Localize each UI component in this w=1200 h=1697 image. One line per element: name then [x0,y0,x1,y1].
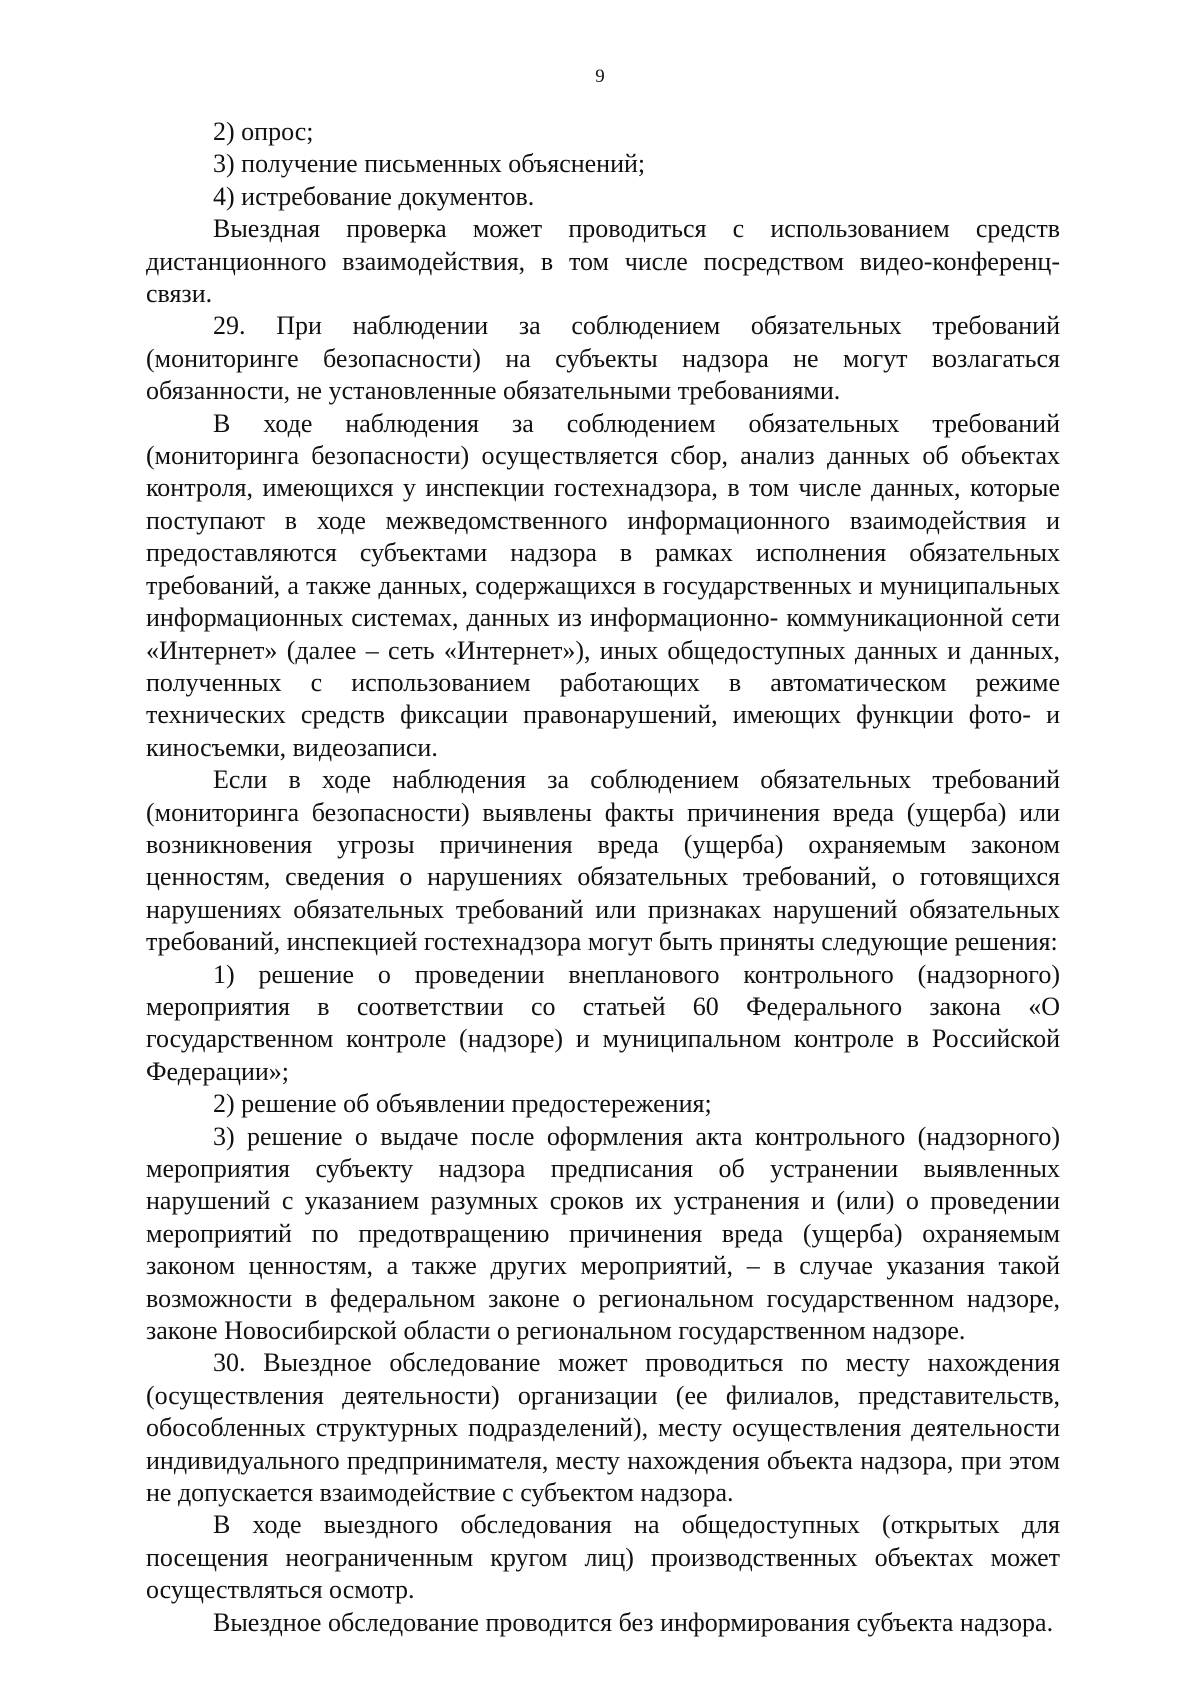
list-item-survey: 2) опрос; [213,117,314,146]
paragraph-site-inspection: В ходе выездного обследования на общедоступных (открытых для посещения неограниченным кругом лиц) производственных объектах может осуществляться осмотр. [146,1510,1060,1605]
paragraph-monitoring-decisions: Если в ходе наблюдения за соблюдением обязательных требований (мониторинга безопасности) выявлены факты причинения вреда (ущерба) или возникновения угрозы причинения вреда (ущерба) охраняемым законом ценностям, сведения о нарушениях обязательных требований, о готовящихся нарушениях обязательных требований или признаках нарушений обязательных требований, инспекцией гостехнадзора могут быть приняты следующие решения: [146,765,1060,957]
list-item-warning: 2) решение об объявлении предостережения; [213,1089,712,1119]
paragraph-no-notification: Выездное обследование проводится без информирования субъекта надзора. [213,1607,1054,1637]
paragraph-remote-inspection: Выездная проверка может проводиться с использованием средств дистанционного взаимодействия, в том числе посредством видео-конференц-связи. [146,214,1060,309]
page-number: 9 [595,66,605,87]
paragraph-section-30: 30. Выездное обследование может проводиться по месту нахождения (осуществления деятельности) организации (ее филиалов, представительств, обособленных структурных подразделений), месту осуществления деятельности индивидуального предпринимателя, месту нахождения объекта надзора, при этом не допускается взаимодействие с субъектом надзора. [146,1348,1060,1508]
paragraph-monitoring-data: В ходе наблюдения за соблюдением обязательных требований (мониторинга безопасности) осуществляется сбор, анализ данных об объектах контроля, имеющихся у инспекции гостехнадзора, в том числе данных, которые поступают в ходе межведомственного информационного взаимодействия и предоставляются субъектами надзора в рамках исполнения обязательных требований, а также данных, содержащихся в государственных и муниципальных информационных системах, данных из информационно- коммуникационной сети «Интернет» (далее – сеть «Интернет»), иных общедоступных данных и данных, полученных с использованием работающих в автоматическом режиме технических средств фиксации правонарушений, имеющих функции фото- и киносъемки, видеозаписи. [146,408,1060,762]
list-item-prescription: 3) решение о выдаче после оформления акта контрольного (надзорного) мероприятия субъекту надзора предписания об устранении выявленных нарушений с указанием разумных сроков их устранения и (или) о проведении мероприятий по предотвращению причинения вреда (ущерба) охраняемым законом ценностям, а также других мероприятий, – в случае указания такой возможности в федеральном законе о региональном государственном надзоре, законе Новосибирской области о региональном государственном надзоре. [146,1121,1060,1346]
document-body [146,116,1060,1639]
list-item-written-explanations: 3) получение письменных объяснений; [213,149,646,179]
paragraph-section-29: 29. При наблюдении за соблюдением обязательных требований (мониторинге безопасности) на субъекты надзора не могут возлагаться обязанности, не установленные обязательными требованиями. [146,311,1060,406]
list-item-document-request: 4) истребование документов. [213,181,535,211]
list-item-unscheduled-event: 1) решение о проведении внепланового контрольного (надзорного) мероприятия в соответствии со статьей 60 Федерального закона «О государственном контроле (надзоре) и муниципальном контроле в Российской Федерации»; [146,959,1060,1086]
